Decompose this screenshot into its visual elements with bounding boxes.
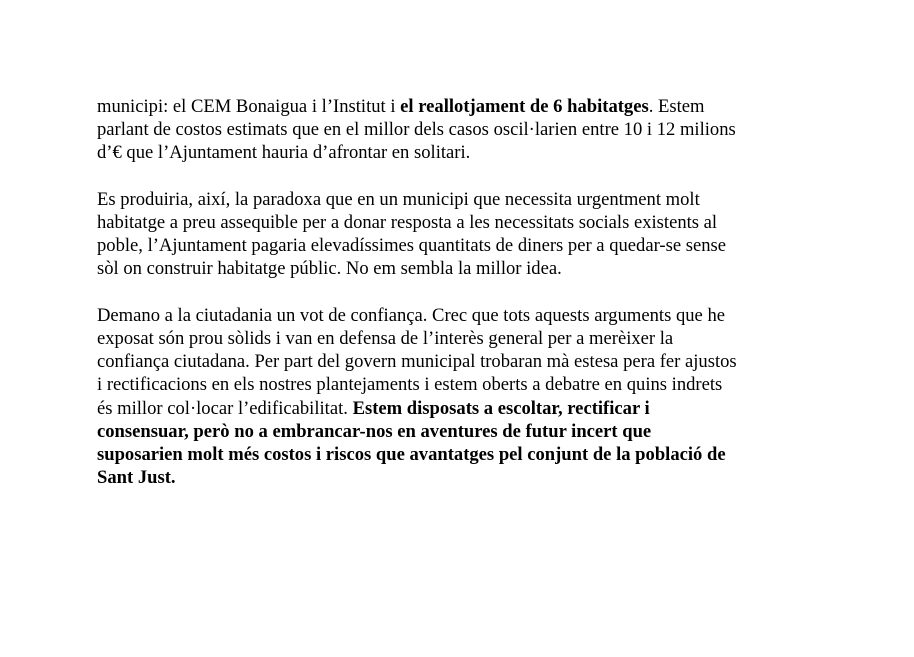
text-line — [97, 397, 797, 420]
text-run: Es produiria, així, la paradoxa que en un municipi que necessita urgentment molt — [97, 188, 700, 210]
text-run: sòl on construir habitatge públic. No em sembla la millor idea. — [97, 258, 562, 280]
bold-text-run: el reallotjament de 6 habitatges — [400, 96, 649, 117]
text-run: poble, l’Ajuntament pagaria elevadíssimes quantitats de diners per a quedar-se sense — [97, 235, 727, 257]
bold-text-run: Estem disposats a escoltar, rectificar i — [352, 397, 650, 419]
text-line — [97, 466, 797, 489]
paragraph-3 — [97, 304, 797, 490]
text-line — [97, 350, 797, 373]
text-line — [97, 327, 797, 350]
text-run: és millor col·locar l’edificabilitat. — [97, 397, 353, 419]
text-run: Demano a la ciutadania un vot de confiança. Crec que tots aquests arguments que he — [97, 304, 726, 326]
bold-text-run: consensuar, però no a embrancar-nos en aventures de futur incert que — [97, 420, 652, 442]
text-line — [97, 443, 797, 466]
text-line — [97, 420, 797, 443]
text-line — [97, 373, 797, 396]
bold-text-run: suposarien molt més costos i riscos que avantatges pel conjunt de la població de — [97, 444, 726, 466]
text-line — [97, 118, 797, 141]
paragraph-1 — [97, 95, 797, 165]
text-line — [97, 95, 797, 118]
text-line — [97, 257, 797, 280]
text-line — [97, 188, 797, 211]
text-run: . Estem — [648, 96, 705, 117]
text-run: d’€ que l’Ajuntament hauria d’afrontar en solitari. — [97, 142, 471, 164]
text-run: habitatge a preu assequible per a donar resposta a les necessitats socials existents al — [97, 212, 718, 233]
document-page — [97, 95, 797, 513]
text-line — [97, 234, 797, 257]
text-run: municipi: el CEM Bonaigua i l’Institut i — [97, 96, 401, 117]
text-run: exposat són prou sòlids i van en defensa de l’interès general per a merèixer la — [97, 328, 674, 349]
text-line — [97, 211, 797, 234]
text-run: confiança ciutadana. Per part del govern municipal trobaran mà estesa pera fer ajustos — [97, 351, 737, 373]
text-line — [97, 141, 797, 164]
text-run: parlant de costos estimats que en el millor dels casos oscil·larien entre 10 i 12 milions — [97, 119, 736, 141]
paragraph-2 — [97, 188, 797, 281]
text-run: i rectificacions en els nostres plantejaments i estem oberts a debatre en quins indrets — [97, 374, 723, 396]
bold-text-run: Sant Just. — [97, 467, 176, 489]
text-line — [97, 304, 797, 327]
